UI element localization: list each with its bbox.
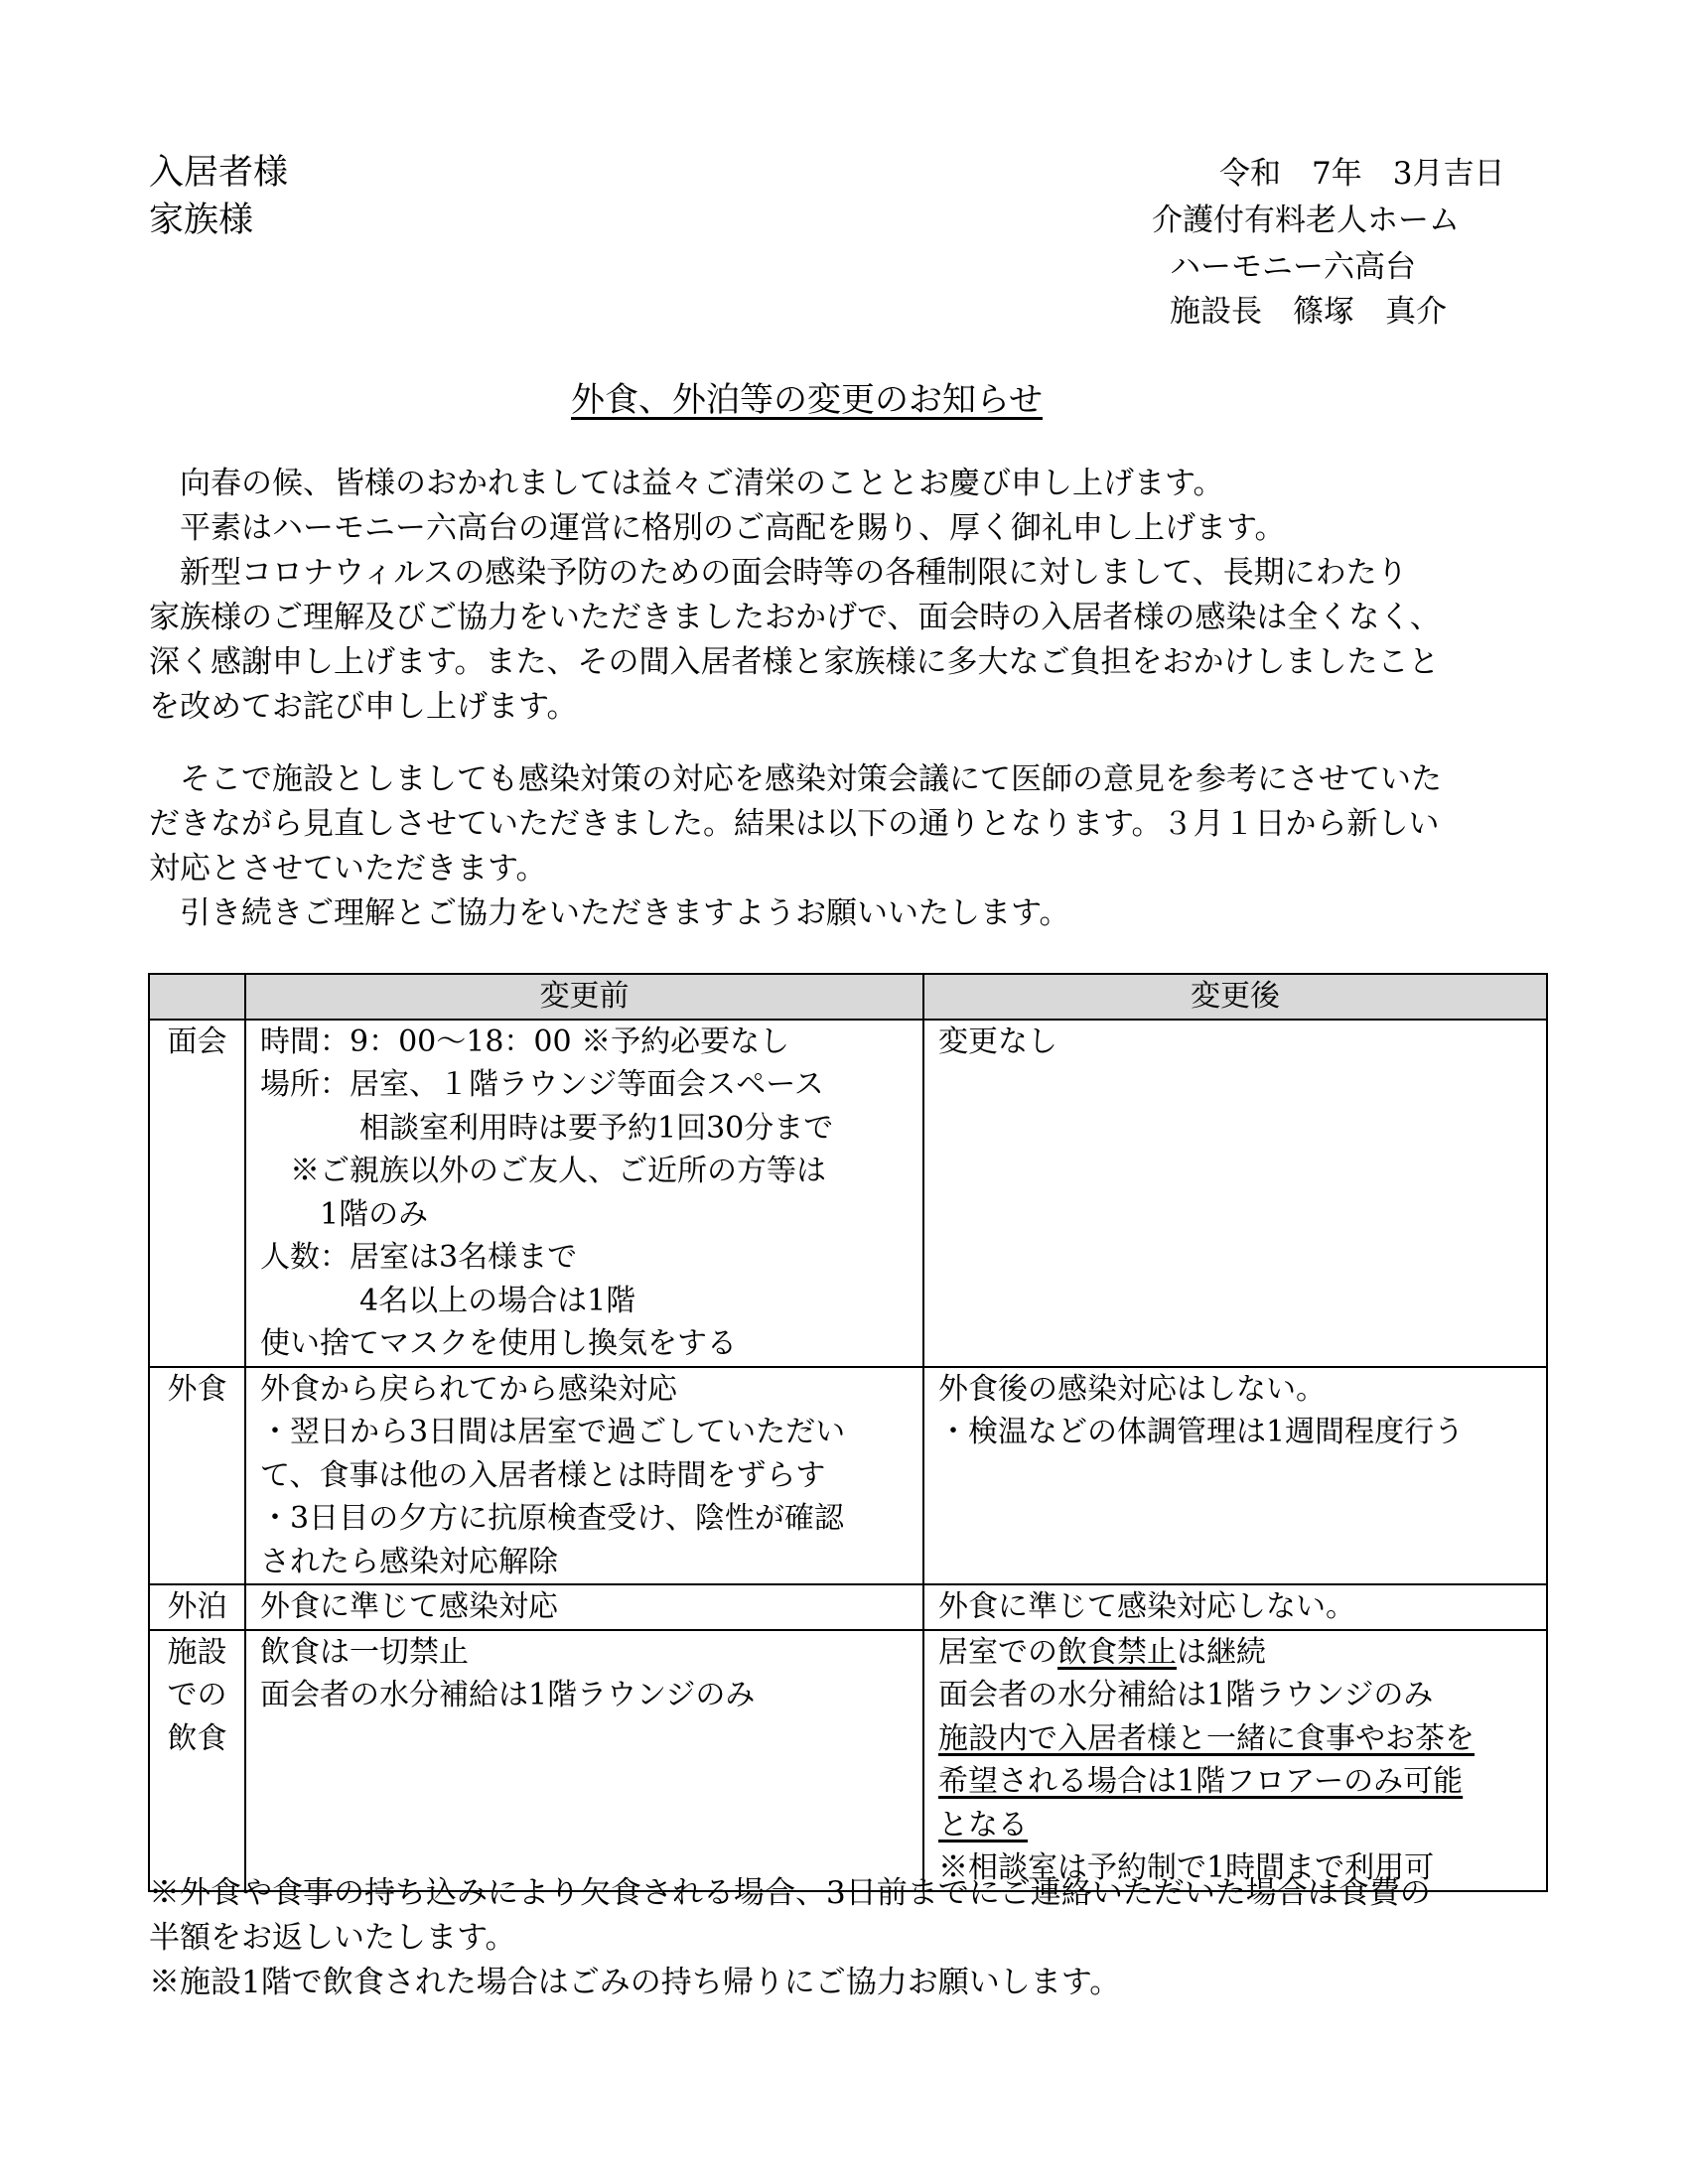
notice-paragraph	[149, 757, 1539, 936]
visit-before-cell	[245, 1020, 923, 1367]
cell-line: ・翌日から3日間は居室で過ごしていただい	[260, 1415, 846, 1449]
paragraph-line: 対応とさせていただきます。	[149, 851, 547, 887]
paragraph-line: そこで施設としましても感染対策の対応を感染対策会議にて医師の意見を参考にさせていた	[149, 761, 1442, 797]
footnote-line: ※外食や食事の持ち込みにより欠食される場合、3日前までにご連絡いただいた場合は食費の	[149, 1875, 1431, 1911]
cell-line: ・3日目の夕方に抗原検査受け、陰性が確認	[260, 1501, 844, 1536]
cell-line: 施設内で入居者様と一緒に食事やお茶を	[938, 1720, 1475, 1756]
cell-line: 居室での飲食禁止は継続	[938, 1634, 1266, 1670]
cell-line: ・検温などの体調管理は1週間程度行う	[938, 1415, 1465, 1449]
cell-line: ※ご親族以外のご友人、ご近所の方等は	[290, 1154, 826, 1188]
page-title: 外食、外泊等の変更のお知らせ	[571, 380, 1043, 420]
category-overnight: 外泊	[149, 1584, 245, 1630]
table-row	[149, 1630, 1547, 1891]
table-row	[149, 1367, 1547, 1585]
cell-line: 相談室利用時は要予約1回30分まで	[359, 1110, 834, 1146]
changes-table	[148, 973, 1548, 1892]
overnight-before-cell	[245, 1584, 923, 1630]
paragraph-line: 深く感謝申し上げます。また、その間入居者様と家族様に多大なご負担をおかけしましたこと	[149, 644, 1440, 680]
cell-line: 希望される場合は1階フロアーのみ可能	[938, 1764, 1464, 1799]
footnote-line: ※施設1階で飲食された場合はごみの持ち帰りにご協力お願いします。	[149, 1965, 1121, 2000]
visit-after-cell	[923, 1020, 1547, 1367]
cell-line: 外食後の感染対応はしない。	[938, 1371, 1326, 1407]
table-header-row	[149, 974, 1547, 1020]
cell-line: となる	[938, 1807, 1028, 1843]
cell-line: 変更なし	[938, 1024, 1057, 1059]
table-row	[149, 1020, 1547, 1367]
table-row	[149, 1584, 1547, 1630]
paragraph-line: 向春の候、皆様のおかれましては益々ご清栄のこととお慶び申し上げます。	[149, 466, 1224, 501]
recipient-families: 家族様	[149, 201, 254, 240]
sender-facility-type: 介護付有料老人ホーム	[1152, 203, 1460, 238]
paragraph-line: 平素はハーモニー六高台の運営に格別のご高配を賜り、厚く御礼申し上げます。	[149, 510, 1286, 546]
facility-dining-before-cell	[245, 1630, 923, 1891]
cell-line: ※相談室は予約制で1時間まで利用可	[938, 1850, 1435, 1885]
cell-line: 1階のみ	[320, 1196, 429, 1232]
header-before: 変更前	[245, 974, 923, 1020]
sender-facility-name: ハーモニー六高台	[1170, 249, 1416, 285]
cell-line: 4名以上の場合は1階	[359, 1283, 636, 1318]
cell-line: されたら感染対応解除	[260, 1544, 558, 1579]
overnight-after-cell	[923, 1584, 1547, 1630]
facility-dining-after-cell	[923, 1630, 1547, 1891]
category-in-facility-dining: 施設 での 飲食	[149, 1630, 245, 1891]
cell-line: 使い捨てマスクを使用し換気をする	[260, 1326, 737, 1361]
issue-date: 令和 7年 3月吉日	[1219, 156, 1505, 192]
cell-line: 外食から戻られてから感染対応	[260, 1371, 677, 1407]
dining-out-after-cell	[923, 1367, 1547, 1585]
paragraph-line: を改めてお詫び申し上げます。	[149, 689, 578, 725]
header-category	[149, 974, 245, 1020]
paragraph-line: 引き続きご理解とご協力をいただきますようお願いいたします。	[149, 895, 1070, 931]
greeting-paragraph	[149, 462, 1539, 730]
cell-line: 人数：居室は3名様まで	[260, 1240, 578, 1275]
cell-line: 時間：9：00～18：00 ※予約必要なし	[260, 1024, 790, 1059]
cell-line: 場所：居室、１階ラウンジ等面会スペース	[260, 1067, 824, 1102]
cell-line: て、食事は他の入居者様とは時間をずらす	[260, 1457, 826, 1493]
sender-director: 施設長 篠塚 真介	[1170, 294, 1447, 330]
recipient-residents: 入居者様	[149, 153, 289, 193]
cell-line: 面会者の水分補給は1階ラウンジのみ	[260, 1678, 756, 1712]
header-after: 変更後	[923, 974, 1547, 1020]
footnote-line: 半額をお返しいたします。	[149, 1920, 516, 1956]
cell-line: 飲食は一切禁止	[260, 1634, 469, 1670]
category-visit: 面会	[149, 1020, 245, 1367]
cell-line: 面会者の水分補給は1階ラウンジのみ	[938, 1678, 1434, 1712]
dining-out-before-cell	[245, 1367, 923, 1585]
paragraph-line: だきながら見直しさせていただきました。結果は以下の通りとなります。３月１日から新しい	[149, 806, 1440, 842]
paragraph-line: 家族様のご理解及びご協力をいただきましたおかげで、面会時の入居者様の感染は全くなく、	[149, 600, 1441, 635]
paragraph-line: 新型コロナウィルスの感染予防のための面会時等の各種制限に対しまして、長期にわたり	[149, 555, 1408, 591]
footnotes	[149, 1871, 1539, 2005]
cell-line: 外食に準じて感染対応しない。	[938, 1589, 1355, 1624]
cell-line: 外食に準じて感染対応	[260, 1589, 558, 1624]
category-dining-out: 外食	[149, 1367, 245, 1585]
